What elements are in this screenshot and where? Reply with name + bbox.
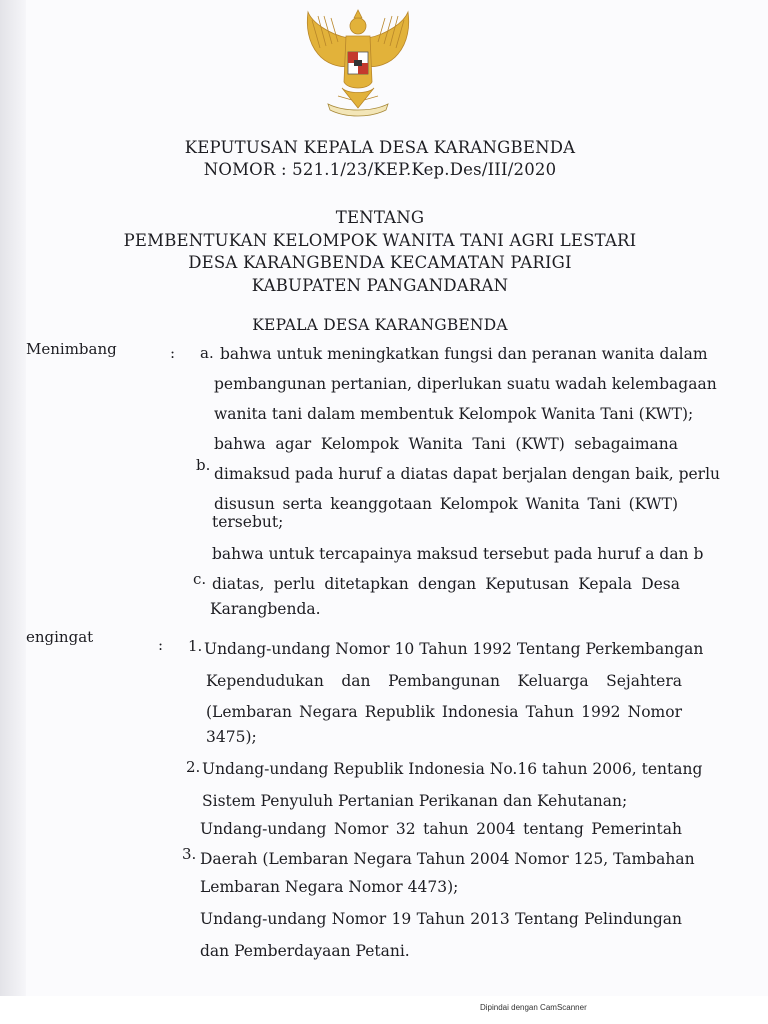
clause-line: Undang-undang Nomor 32 tahun 2004 tentang Pemerintah bbox=[200, 820, 682, 838]
subject-line: DESA KARANGBENDA KECAMATAN PARIGI bbox=[188, 253, 572, 272]
clause-line: Undang-undang Republik Indonesia No.16 tahun 2006, tentang bbox=[202, 760, 703, 778]
clause-marker: b. bbox=[196, 456, 211, 474]
tentang-heading: TENTANG bbox=[335, 208, 425, 227]
clause-line: Kependudukan dan Pembangunan Keluarga Sejahtera bbox=[206, 672, 682, 690]
clause-line: Undang-undang Nomor 10 Tahun 1992 Tentang Perkembangan bbox=[204, 640, 704, 658]
clause-line: 3475); bbox=[206, 728, 257, 746]
menimbang-colon: : bbox=[170, 344, 176, 362]
clause-line: dimaksud pada huruf a diatas dapat berjalan dengan baik, perlu bbox=[214, 465, 721, 483]
clause-marker: c. bbox=[193, 570, 207, 588]
clause-line: bahwa untuk meningkatkan fungsi dan peranan wanita dalam bbox=[220, 345, 708, 363]
subject-line: KABUPATEN PANGANDARAN bbox=[251, 276, 509, 295]
mengingat-colon: : bbox=[158, 636, 164, 654]
clause-line: pembangunan pertanian, diperlukan suatu wadah kelembagaan bbox=[214, 375, 717, 393]
subject-line: PEMBENTUKAN KELOMPOK WANITA TANI AGRI LESTARI bbox=[123, 231, 637, 250]
clause-line: Sistem Penyuluh Pertanian Perikanan dan Kehutanan; bbox=[202, 792, 628, 810]
page-edge-shadow bbox=[0, 0, 26, 1000]
menimbang-label: Menimbang bbox=[26, 340, 117, 358]
clause-marker: 2. bbox=[186, 758, 201, 776]
clause-marker: a. bbox=[200, 344, 214, 362]
clause-line: bahwa untuk tercapainya maksud tersebut pada huruf a dan b bbox=[212, 545, 704, 563]
clause-line: Daerah (Lembaran Negara Tahun 2004 Nomor 125, Tambahan bbox=[200, 850, 695, 868]
decree-title: KEPUTUSAN KEPALA DESA KARANGBENDA bbox=[184, 138, 576, 157]
clause-line: disusun serta keanggotaan Kelompok Wanita Tani (KWT) bbox=[214, 495, 678, 513]
clause-marker: 3. bbox=[182, 845, 197, 863]
clause-line: diatas, perlu ditetapkan dengan Keputusan Kepala Desa bbox=[212, 575, 680, 593]
clause-line: Karangbenda. bbox=[210, 600, 321, 618]
clause-line: Lembaran Negara Nomor 4473); bbox=[200, 878, 459, 896]
scanner-watermark: Dipindai dengan CamScanner bbox=[480, 1003, 587, 1012]
garuda-emblem-icon bbox=[298, 8, 418, 120]
clause-line: tersebut; bbox=[212, 513, 284, 531]
clause-line: bahwa agar Kelompok Wanita Tani (KWT) sebagaimana bbox=[214, 435, 678, 453]
clause-line: wanita tani dalam membentuk Kelompok Wanita Tani (KWT); bbox=[214, 405, 694, 423]
scan-bottom-margin bbox=[0, 996, 768, 1024]
clause-line: (Lembaran Negara Republik Indonesia Tahun 1992 Nomor bbox=[206, 703, 682, 721]
clause-line: Undang-undang Nomor 19 Tahun 2013 Tentang Pelindungan bbox=[200, 910, 682, 928]
decree-number: NOMOR : 521.1/23/KEP.Kep.Des/III/2020 bbox=[203, 160, 557, 179]
mengingat-label: engingat bbox=[26, 628, 94, 646]
clause-marker: 1. bbox=[188, 637, 203, 655]
kepala-desa-heading: KEPALA DESA KARANGBENDA bbox=[252, 316, 508, 334]
clause-line: dan Pemberdayaan Petani. bbox=[200, 942, 410, 960]
